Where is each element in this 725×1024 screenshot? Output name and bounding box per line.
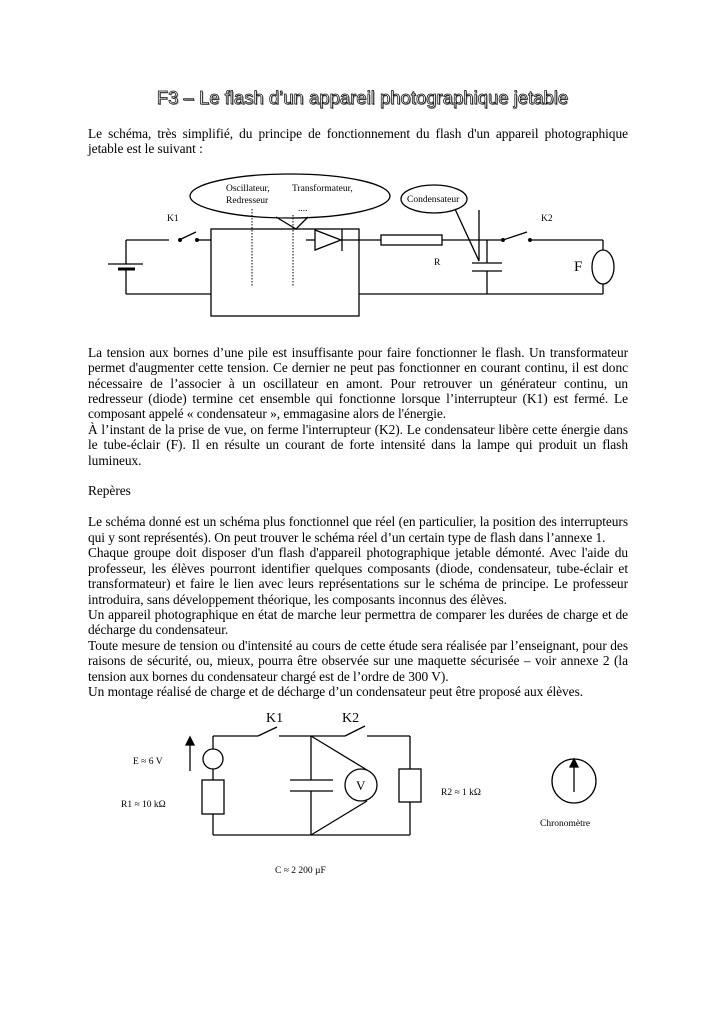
flash-circuit-diagram — [0, 169, 725, 345]
page-title: F3 – Le flash d’un appareil photographique jetable — [156, 87, 569, 108]
v-label: V — [356, 778, 366, 794]
paragraph-text: Toute mesure de tension ou d'intensité au cours de cette étude sera réalisée par l’enseignant, pour des raisons de sécurité, ou, mieux, pourra être observée sur une maquette sécurisée – voir annexe 2 (la tension aux bornes du condensateur chargé est de l’ordre de 300 V). — [88, 637, 628, 684]
f-label: F — [574, 258, 583, 275]
k1-label: K1 — [266, 711, 284, 727]
paragraph-principle — [88, 345, 628, 468]
capacitor-icon — [290, 736, 333, 835]
resistor-r2-icon — [399, 769, 421, 802]
e-label: E ≈ 6 V — [133, 757, 163, 768]
battery-icon — [108, 240, 143, 294]
switch-k1-icon — [179, 232, 211, 240]
paragraph-text: La tension aux bornes d’une pile est insuffisante pour faire fonctionner le flash. Un transformateur permet d'augmenter cette tension. Ce dernier ne peut pas fonctionner en courant continu, il est donc nécessaire de l’associer à un oscillateur en amont. Pour retrouver un générateur continu, un redresseur (diode) termine cet ensemble qui fonctionne lorsque l’interrupteur (K1) est fermé. Le composant appelé « condensateur », emmagasine alors de l'énergie. — [88, 344, 628, 422]
flash-lamp-icon — [592, 250, 614, 284]
resistor-r1-icon — [202, 780, 224, 814]
rc-circuit-diagram — [0, 705, 725, 880]
k2-label: K2 — [541, 213, 553, 224]
r-label: R — [434, 257, 441, 268]
paragraph-text: Un appareil photographique en état de marche leur permettra de comparer les durées de charge et de décharge du condensateur. — [88, 606, 628, 638]
capacitor-icon — [472, 240, 502, 294]
bubble2-text: Condensateur — [407, 194, 460, 205]
reperes-heading: Repères — [88, 483, 131, 499]
paragraph-text: À l’instant de la prise de vue, on ferme l'interrupteur (K2). Le condensateur libère cette énergie dans le tube-éclair (F). Il en résulte un courant de forte intensité dans la lampe qui produit un flash lumineux. — [88, 421, 628, 468]
paragraph-text: Le schéma donné est un schéma plus fonctionnel que réel (en particulier, la position des interrupteurs qui y sont représentés). On peut trouver le schéma réel d’un certain type de flash dans l’annexe 1. — [88, 514, 628, 545]
chrono-label: Chronomètre — [540, 819, 591, 830]
bubble1-text-b: Transformateur, — [292, 183, 353, 194]
r2-label: R2 ≈ 1 kΩ — [441, 788, 481, 799]
k2-label: K2 — [342, 711, 360, 727]
bubble-oscillator — [190, 174, 390, 218]
k1-label: K1 — [167, 213, 179, 224]
bubble1-text-c: Redresseur — [226, 195, 269, 206]
r1-label: R1 ≈ 10 kΩ — [121, 800, 166, 811]
resistor-r-icon — [381, 235, 442, 245]
diode-icon — [306, 229, 342, 251]
bubble1-text-a: Oscillateur, — [226, 183, 270, 194]
paragraph-reperes — [88, 514, 628, 699]
bubble1-text-d: .... — [298, 203, 308, 214]
arrow-up-icon — [186, 737, 194, 771]
voltage-source-icon — [203, 749, 223, 769]
stopwatch-icon — [552, 759, 596, 803]
paragraph-text: Un montage réalisé de charge et de décharge d’un condensateur peut être proposé aux élèves. — [88, 683, 584, 699]
paragraph-text: Chaque groupe doit disposer d'un flash d'appareil photographique jetable démonté. Avec l'aide du professeur, les élèves pourront identifier quelques composants (diode, condensateur, tube-éclair et transformateur) et faire le lien avec leurs représentations sur le schéma de principe. Le professeur introduira, sans développement théorique, les composants inconnus des élèves. — [88, 545, 628, 607]
switch-k2-icon — [503, 232, 603, 240]
intro-paragraph: Le schéma, très simplifié, du principe de fonctionnement du flash d'un appareil photographique jetable est le suivant : — [88, 126, 628, 157]
c-label: C ≈ 2 200 µF — [275, 866, 326, 877]
